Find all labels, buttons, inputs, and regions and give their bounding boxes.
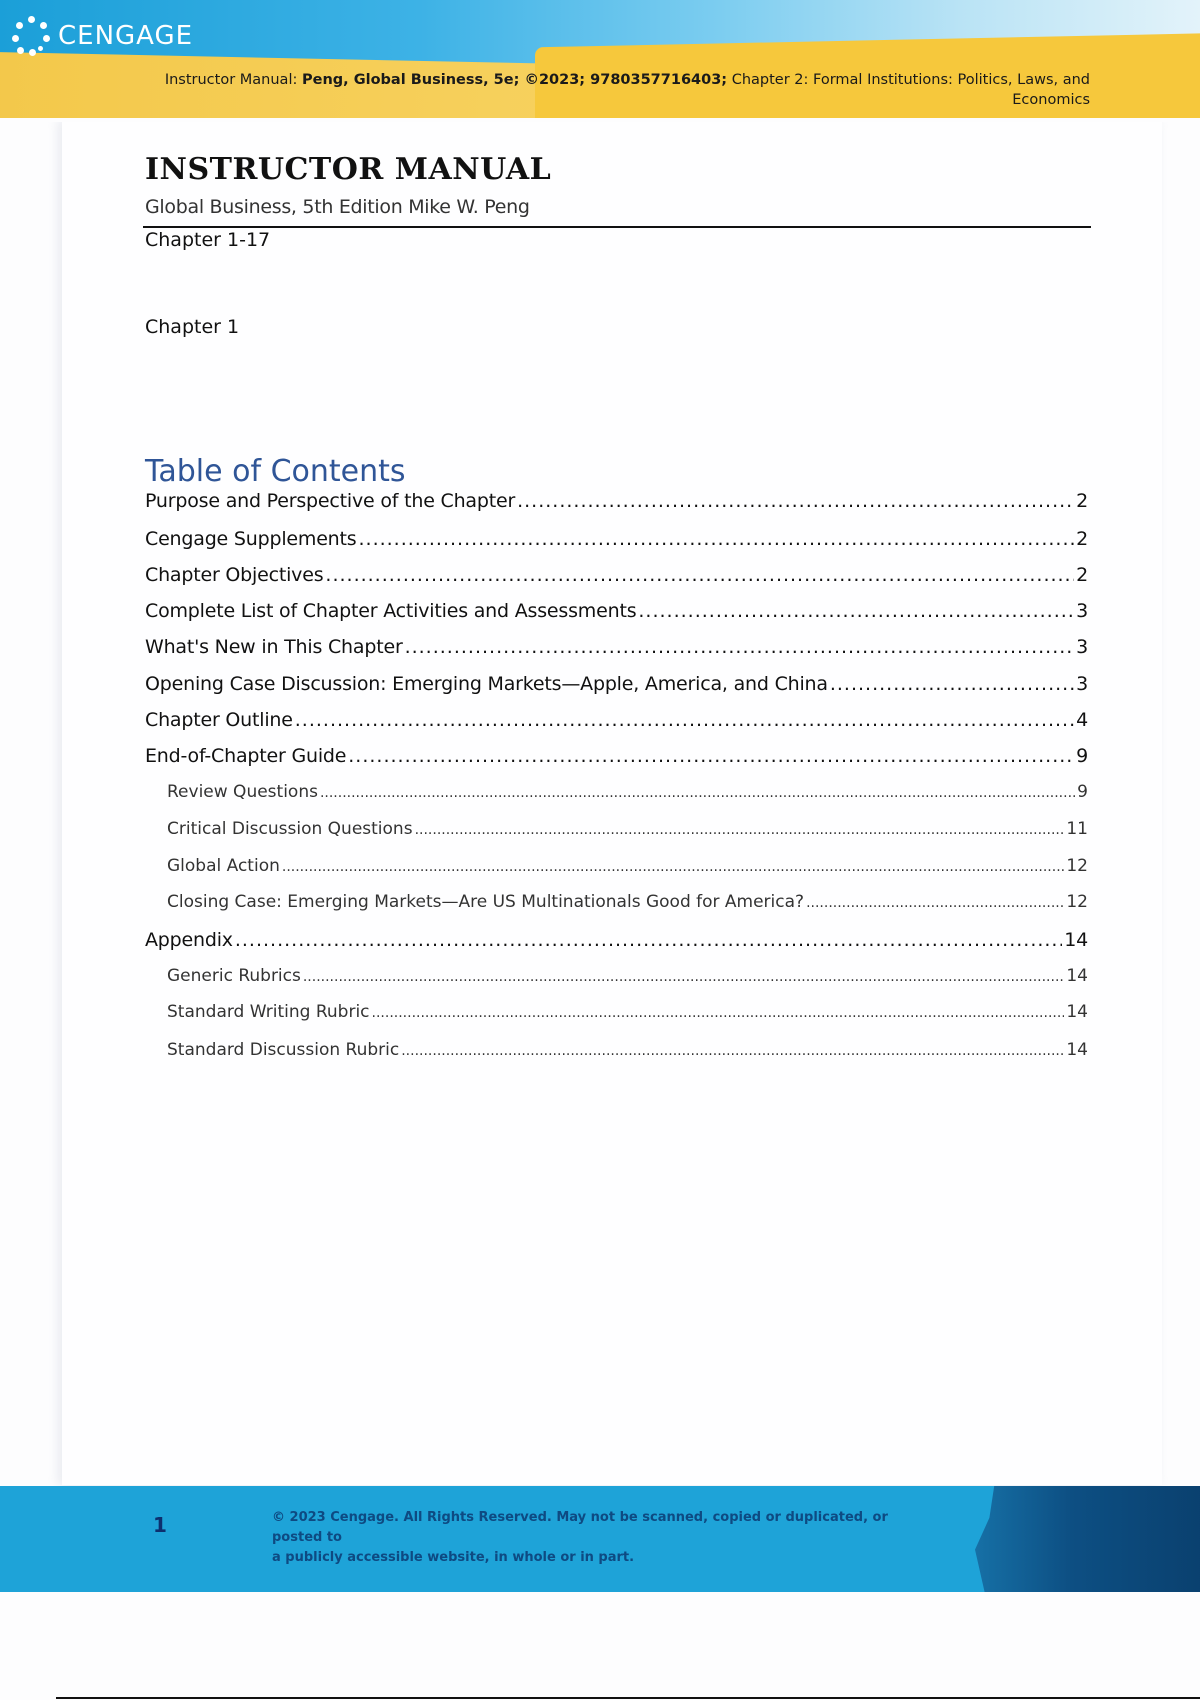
toc-entry-page: 12	[1066, 856, 1088, 876]
toc-entry[interactable]	[145, 528, 1088, 550]
copyright-notice	[272, 1508, 912, 1568]
logo-text: CENGAGE	[58, 21, 194, 51]
toc-entry-page: 14	[1064, 929, 1088, 951]
toc-dot-leader	[325, 564, 1074, 586]
toc-dot-leader	[517, 490, 1074, 512]
toc-entry[interactable]	[145, 1040, 1088, 1060]
toc-entry-label: Standard Discussion Rubric	[167, 1040, 400, 1060]
cengage-logo-icon	[12, 16, 52, 56]
toc-entry[interactable]	[145, 745, 1088, 767]
toc-entry-label: Appendix	[145, 929, 233, 951]
toc-entry-label: Generic Rubrics	[167, 966, 301, 986]
toc-entry-page: 2	[1076, 564, 1088, 586]
toc-entry[interactable]	[145, 600, 1088, 622]
toc-dot-leader	[303, 966, 1065, 986]
toc-entry-page: 9	[1076, 745, 1088, 767]
toc-entry-page: 3	[1076, 600, 1088, 622]
title-divider	[143, 226, 1091, 228]
toc-entry-page: 14	[1066, 1040, 1088, 1060]
running-header	[110, 70, 1090, 110]
toc-dot-leader	[638, 600, 1074, 622]
toc-entry[interactable]	[145, 819, 1088, 839]
toc-entry-label: Complete List of Chapter Activities and Assessments	[145, 600, 637, 622]
toc-entry-page: 9	[1077, 782, 1088, 802]
toc-dot-leader	[405, 636, 1075, 658]
toc-entry-label: What's New in This Chapter	[145, 636, 403, 658]
toc-entry[interactable]	[145, 564, 1088, 586]
toc-entry[interactable]	[145, 966, 1088, 986]
toc-entry-page: 2	[1076, 490, 1088, 512]
toc-entry-label: Chapter Outline	[145, 709, 293, 731]
document-title: INSTRUCTOR MANUAL	[145, 152, 552, 187]
running-header-suffix: Chapter 2: Formal Institutions: Politics, Laws, and	[727, 72, 1090, 88]
footer-dark-block	[975, 1486, 1200, 1592]
toc-entry-label: Cengage Supplements	[145, 528, 357, 550]
toc-dot-leader	[830, 673, 1074, 695]
page-bottom-rule	[56, 1697, 1200, 1699]
toc-dot-leader	[372, 1002, 1065, 1022]
header-edge	[0, 118, 1200, 122]
toc-entry[interactable]	[145, 709, 1088, 731]
chapter-label: Chapter 1	[145, 316, 240, 338]
footer-banner	[0, 1486, 1200, 1592]
toc-heading: Table of Contents	[145, 454, 406, 489]
toc-entry-label: Review Questions	[167, 782, 318, 802]
toc-entry-page: 3	[1076, 636, 1088, 658]
toc-dot-leader	[235, 929, 1062, 951]
copyright-line-1: © 2023 Cengage. All Rights Reserved. May not be scanned, copied or duplicated, or posted to	[272, 1510, 888, 1545]
toc-entry[interactable]	[145, 892, 1088, 912]
toc-entry[interactable]	[145, 1002, 1088, 1022]
running-header-bold: Peng, Global Business, 5e; ©2023; 9780357716403;	[301, 72, 728, 88]
running-header-line2: Economics	[1012, 92, 1090, 108]
toc-entry-page: 14	[1066, 966, 1088, 986]
toc-entry-page: 12	[1066, 892, 1088, 912]
toc-entry-label: Standard Writing Rubric	[167, 1002, 370, 1022]
chapter-range: Chapter 1-17	[145, 229, 271, 251]
toc-entry-page: 2	[1076, 528, 1088, 550]
toc-entry[interactable]	[145, 636, 1088, 658]
toc-entry-page: 14	[1066, 1002, 1088, 1022]
copyright-line-2: a publicly accessible website, in whole or in part.	[272, 1550, 635, 1565]
toc-entry-page: 3	[1076, 673, 1088, 695]
toc-entry[interactable]	[145, 856, 1088, 876]
toc-entry[interactable]	[145, 673, 1088, 695]
toc-dot-leader	[320, 782, 1075, 802]
document-subtitle: Global Business, 5th Edition Mike W. Peng	[145, 196, 530, 218]
toc-dot-leader	[348, 745, 1074, 767]
cengage-logo	[12, 16, 193, 56]
toc-entry-label: Opening Case Discussion: Emerging Markets—Apple, America, and China	[145, 673, 828, 695]
running-header-prefix: Instructor Manual:	[164, 72, 302, 88]
toc-entry-label: Chapter Objectives	[145, 564, 324, 586]
toc-entry[interactable]	[145, 929, 1088, 951]
toc-entry-label: Critical Discussion Questions	[167, 819, 413, 839]
toc-entry-label: Global Action	[167, 856, 280, 876]
toc-dot-leader	[295, 709, 1074, 731]
toc-entry-page: 11	[1066, 819, 1088, 839]
page-number: 1	[153, 1513, 167, 1537]
header-banner	[0, 0, 1200, 122]
toc-dot-leader	[282, 856, 1064, 876]
toc-dot-leader	[806, 892, 1064, 912]
toc-entry-label: Closing Case: Emerging Markets—Are US Multinationals Good for America?	[167, 892, 805, 912]
toc-entry-page: 4	[1076, 709, 1088, 731]
toc-entry[interactable]	[145, 490, 1088, 512]
toc-dot-leader	[358, 528, 1074, 550]
toc-dot-leader	[401, 1040, 1064, 1060]
toc-entry-label: End-of-Chapter Guide	[145, 745, 347, 767]
toc-dot-leader	[415, 819, 1065, 839]
toc-entry[interactable]	[145, 782, 1088, 802]
toc-entry-label: Purpose and Perspective of the Chapter	[145, 490, 516, 512]
